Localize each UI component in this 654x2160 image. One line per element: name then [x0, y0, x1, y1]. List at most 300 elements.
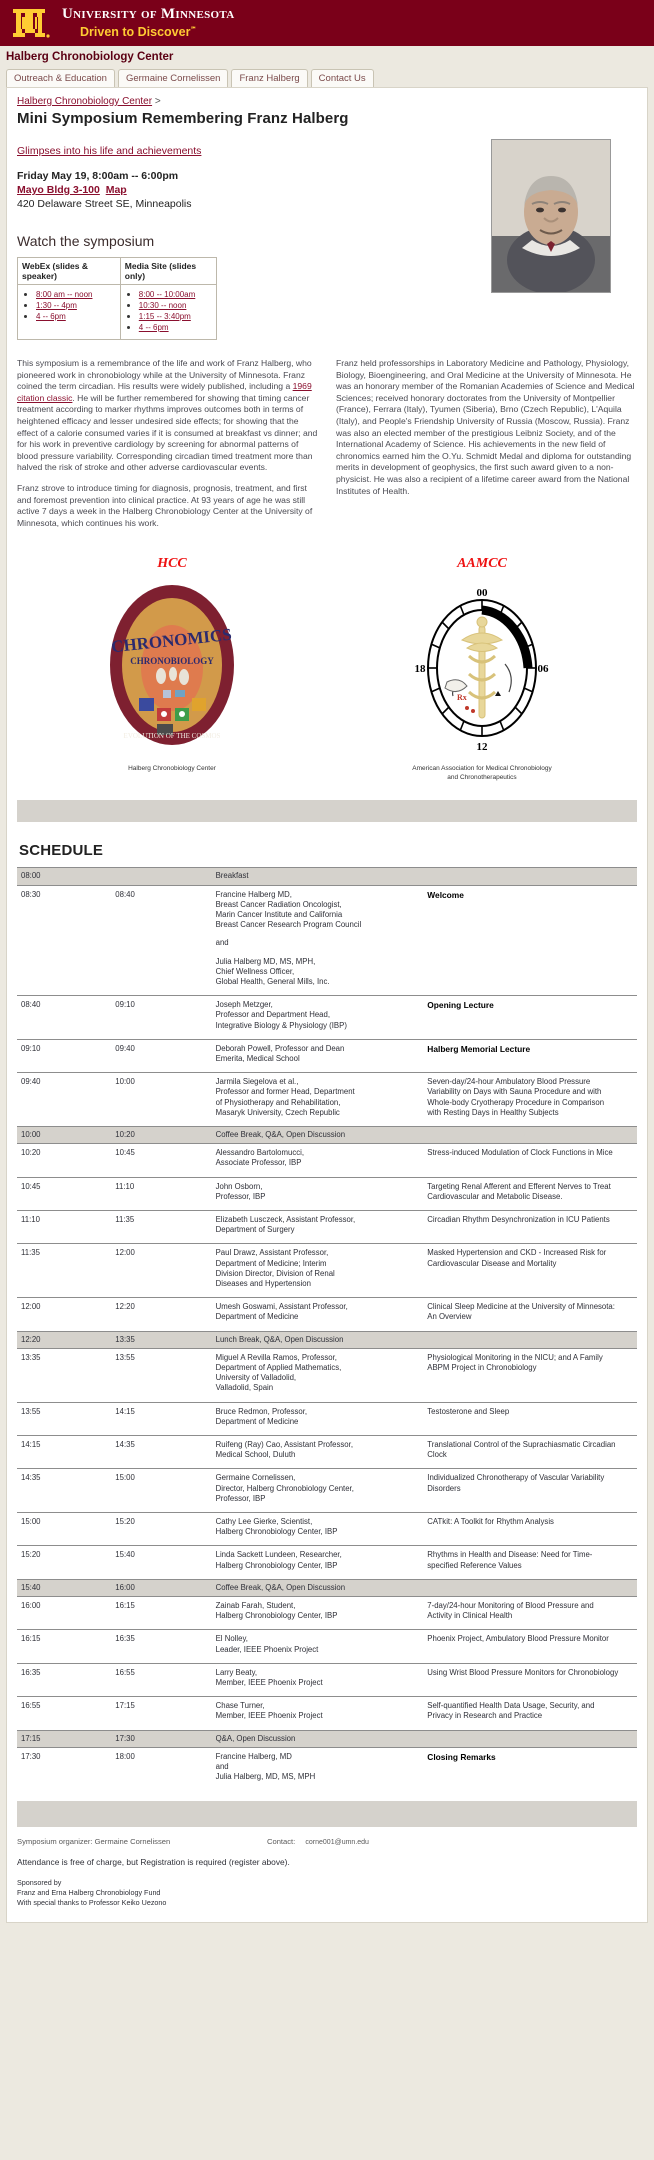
cell-line: An Overview	[427, 1312, 472, 1322]
schedule-heading: SCHEDULE	[19, 842, 104, 860]
cell-line: Associate Professor, IBP	[215, 1158, 302, 1168]
cell-line: Rhythms in Health and Disease: Need for Time-	[427, 1550, 593, 1560]
hcc-caption: Halberg Chronobiology Center	[128, 765, 216, 773]
sponsor-line-1: Franz and Erna Halberg Chronobiology Fund	[17, 1887, 161, 1897]
schedule-speaker	[214, 885, 426, 996]
schedule-topic	[425, 1210, 637, 1243]
schedule-speaker	[214, 1630, 426, 1663]
table-row	[17, 1144, 637, 1177]
cell-line: Ruifeng (Ray) Cao, Assistant Professor,	[215, 1440, 353, 1450]
schedule-end-time: 17:15	[113, 1697, 213, 1730]
event-date-line: Friday May 19, 8:00am -- 6:00pm	[17, 170, 179, 182]
event-when-where	[17, 169, 491, 211]
schedule-speaker	[214, 1663, 426, 1696]
schedule-end-time: 12:00	[113, 1244, 213, 1298]
cell-line: Testosterone and Sleep	[427, 1406, 510, 1416]
cell-line: Whole-body Cryotherapy Procedure in Comparison	[427, 1097, 605, 1107]
cell-line: Member, IEEE Phoenix Project	[215, 1678, 323, 1688]
schedule-topic	[425, 885, 637, 996]
footer-divider-bar	[17, 1801, 637, 1827]
cell-line: Clinical Sleep Medicine at the University of Minnesota:	[427, 1302, 615, 1312]
schedule-start-time: 11:10	[17, 1210, 113, 1243]
cell-line: and	[215, 938, 229, 948]
section-divider-bar	[17, 800, 637, 822]
description-paragraph-2: Franz strove to introduce timing for diagnosis, prognosis, treatment, and first and foremost prevention into clinical practice. At 93 years of age he was still active 7 days a week in the Halberg Chronobiology Center at the University of Minnesota, which continues his work.	[17, 482, 313, 528]
schedule-start-time: 16:35	[17, 1663, 113, 1696]
cell-line: Halberg Chronobiology Center, IBP	[215, 1560, 338, 1570]
watch-table-body-row	[18, 285, 217, 340]
svg-text:CHRONOBIOLOGY: CHRONOBIOLOGY	[130, 656, 214, 667]
cell-line: Francine Halberg, MD	[215, 1751, 292, 1761]
table-row	[17, 1579, 637, 1596]
cell-line: Translational Control of the Suprachiasmatic Circadian	[427, 1440, 616, 1450]
content-card	[6, 87, 648, 1923]
event-address: 420 Delaware Street SE, Minneapolis	[17, 198, 192, 210]
university-name: University of Minnesota	[62, 5, 235, 22]
schedule-end-time: 09:40	[113, 1039, 213, 1072]
cell-line: with Resting Days in Healthy Subjects	[427, 1107, 559, 1117]
schedule-end-time	[113, 868, 213, 885]
list-item	[36, 311, 116, 321]
schedule-start-time: 12:00	[17, 1298, 113, 1331]
cell-line: Director, Halberg Chronobiology Center,	[215, 1483, 354, 1493]
tagline-text: Driven to Discover	[80, 25, 191, 40]
schedule-start-time: 15:40	[17, 1579, 113, 1596]
schedule-start-time: 11:35	[17, 1244, 113, 1298]
table-row	[17, 1402, 637, 1435]
cell-line: Cardiovascular Disease and Mortality	[427, 1258, 557, 1268]
schedule-topic	[425, 1177, 637, 1210]
cell-line: Julia Halberg MD, MS, MPH,	[215, 956, 316, 966]
description-right-column	[336, 358, 637, 538]
table-row	[17, 1126, 637, 1143]
cell-line: Activity in Clinical Health	[427, 1611, 513, 1621]
cell-line: Professor and former Head, Department	[215, 1087, 355, 1097]
schedule-start-time: 13:55	[17, 1402, 113, 1435]
intro-block	[17, 137, 637, 340]
hcc-label: HCC	[157, 556, 187, 572]
watch-heading: Watch the symposium	[17, 233, 155, 249]
cell-line: Marin Cancer Institute and California	[215, 909, 343, 919]
cell-line: Germaine Cornelissen,	[215, 1473, 296, 1483]
schedule-topic	[425, 1039, 637, 1072]
schedule-topic	[425, 1402, 637, 1435]
cell-line: Masaryk University, Czech Republic	[215, 1107, 340, 1117]
schedule-end-time: 13:55	[113, 1348, 213, 1402]
schedule-topic	[425, 1298, 637, 1331]
schedule-topic	[425, 1513, 637, 1546]
schedule-end-time: 16:35	[113, 1630, 213, 1663]
schedule-topic	[425, 1144, 637, 1177]
hcc-seal-icon	[17, 578, 327, 758]
table-row	[17, 1073, 637, 1127]
hcc-logo-block	[17, 556, 327, 782]
cell-line: Privacy in Research and Practice	[427, 1711, 543, 1721]
table-row	[17, 885, 637, 996]
svg-text:EVOLUTION OF THE COSMOS: EVOLUTION OF THE COSMOS	[123, 732, 221, 741]
intro-left	[17, 137, 491, 340]
symposium-organizer: Symposium organizer: Germaine Cornelissen	[17, 1836, 171, 1846]
aamcc-clock-label-06: 06	[537, 663, 549, 676]
aamcc-clock-label-00: 00	[476, 587, 488, 600]
schedule-topic	[425, 1244, 637, 1298]
university-m-logo-icon	[10, 5, 52, 41]
subtitle-link[interactable]: Glimpses into his life and achievements	[17, 145, 202, 157]
list-item	[139, 311, 212, 321]
cell-line: John Osborn,	[215, 1181, 263, 1191]
tab-franz-halberg[interactable]: Franz Halberg	[231, 69, 307, 87]
list-item	[139, 300, 212, 310]
cell-line	[216, 930, 422, 938]
cell-line: Bruce Redmon, Professor,	[215, 1406, 308, 1416]
list-item	[36, 300, 116, 310]
university-tagline	[80, 23, 234, 40]
cell-line: Halberg Chronobiology Center, IBP	[215, 1527, 338, 1537]
table-row	[17, 1436, 637, 1469]
cell-line: Joseph Metzger,	[215, 1000, 273, 1010]
schedule-start-time: 16:15	[17, 1630, 113, 1663]
cell-line: Professor, IBP	[215, 1191, 266, 1201]
schedule-speaker	[214, 1513, 426, 1546]
webex-link-3[interactable]: 4 -- 6pm	[36, 312, 66, 321]
schedule-topic	[425, 1469, 637, 1513]
watch-col1-cell	[18, 285, 121, 340]
schedule-end-time: 15:00	[113, 1469, 213, 1513]
cell-line: El Nolley,	[215, 1634, 248, 1644]
schedule-speaker	[214, 1331, 637, 1348]
cell-line: Department of Applied Mathematics,	[215, 1363, 342, 1373]
cell-line: Professor, IBP	[215, 1493, 266, 1503]
schedule-topic	[425, 1747, 637, 1790]
cell-line: Stress-induced Modulation of Clock Functions in Mice	[427, 1148, 613, 1158]
schedule-speaker	[214, 1402, 426, 1435]
cell-line: 7-day/24-hour Monitoring of Blood Pressure and	[427, 1601, 594, 1611]
cell-line: Cathy Lee Gierke, Scientist,	[215, 1517, 313, 1527]
schedule-speaker	[214, 1597, 426, 1630]
cell-line: University of Valladolid,	[215, 1373, 297, 1383]
description-paragraph-1	[17, 358, 318, 474]
mediasite-link-2[interactable]: 10:30 -- noon	[138, 301, 187, 310]
cell-line: Linda Sackett Lundeen, Researcher,	[215, 1550, 342, 1560]
svg-text:CHRONOMICS: CHRONOMICS	[110, 625, 233, 657]
cell-line: Cardiovascular and Metabolic Disease.	[427, 1191, 563, 1201]
cell-line: Department of Medicine	[215, 1312, 299, 1322]
webex-link-2[interactable]: 1:30 -- 4pm	[36, 301, 77, 310]
schedule-start-time: 10:20	[17, 1144, 113, 1177]
schedule-start-time: 15:00	[17, 1513, 113, 1546]
webex-link-1[interactable]: 8:00 am -- noon	[36, 290, 93, 299]
cell-line: Breast Cancer Research Program Council	[215, 920, 362, 930]
contact-label: Contact:	[267, 1836, 296, 1846]
cell-line: of Physiotherapy and Rehabilitation,	[215, 1097, 341, 1107]
watch-col1-header: WebEx (slides & speaker)	[18, 258, 121, 285]
cell-line: Department of Surgery	[215, 1225, 295, 1235]
aamcc-seal-icon	[327, 578, 637, 758]
aamcc-clock-label-12: 12	[476, 741, 488, 754]
cell-line: Jarmila Siegelova et al.,	[215, 1077, 299, 1087]
table-row	[17, 1546, 637, 1579]
aamcc-caption-line2: and Chronotherapeutics	[447, 774, 517, 782]
cell-line: Circadian Rhythm Desynchronization in ICU Patients	[427, 1214, 610, 1224]
breadcrumb-separator: >	[154, 96, 161, 107]
cell-line: Coffee Break, Q&A, Open Discussion	[215, 1582, 346, 1592]
mediasite-link-list	[125, 289, 212, 332]
svg-text:Rx: Rx	[457, 693, 467, 703]
cell-line: Division Director, Division of Renal	[215, 1268, 335, 1278]
list-item	[36, 289, 116, 299]
schedule-topic	[425, 1663, 637, 1696]
schedule-speaker	[214, 1073, 426, 1127]
cell-line: Alessandro Bartolomucci,	[215, 1148, 305, 1158]
cell-line: Breakfast	[215, 871, 249, 881]
table-row	[17, 1177, 637, 1210]
cell-line: Elizabeth Lusczeck, Assistant Professor,	[215, 1214, 356, 1224]
desc-p1-part-b: . He will be further remembered for showing that timing cancer treatment according to marker rhythms improves outcomes both in terms of heightened efficacy and lesser undesired side effects; for showing that the effect of a calorie consumed varies if it is consumed at breakfast vs dinner; and for his work in preventive cardiology by screening for abnormal patterns of blood pressure variability. Corresponding circadian timed treatment more than halved the risk of stroke and other adverse cardiovascular events.	[17, 392, 318, 473]
footer-meta	[17, 1837, 637, 1846]
breadcrumb-link-hcc[interactable]: Halberg Chronobiology Center	[17, 96, 153, 107]
schedule-end-time: 15:40	[113, 1546, 213, 1579]
schedule-start-time: 16:55	[17, 1697, 113, 1730]
cell-line: Umesh Goswami, Assistant Professor,	[215, 1302, 348, 1312]
cell-line: Chase Turner,	[215, 1701, 265, 1711]
schedule-end-time: 11:35	[113, 1210, 213, 1243]
table-row	[17, 1730, 637, 1747]
schedule-speaker	[214, 1730, 637, 1747]
site-nav-tabs	[0, 67, 654, 87]
table-row	[17, 1513, 637, 1546]
schedule-speaker	[214, 1579, 637, 1596]
site-name: Halberg Chronobiology Center	[0, 46, 654, 67]
organization-logos	[17, 556, 637, 782]
franz-halberg-portrait-photo	[491, 139, 611, 293]
schedule-start-time: 09:40	[17, 1073, 113, 1127]
cell-line: Integrative Biology & Physiology (IBP)	[215, 1020, 347, 1030]
cell-line: Breast Cancer Radiation Oncologist,	[215, 899, 342, 909]
cell-line: CATkit: A Toolkit for Rhythm Analysis	[427, 1517, 554, 1527]
cell-line: Francine Halberg MD,	[215, 889, 292, 899]
event-venue-line	[17, 183, 491, 197]
cell-line: Targeting Renal Afferent and Efferent Nerves to Treat	[427, 1181, 611, 1191]
table-row	[17, 1210, 637, 1243]
cell-line: Using Wrist Blood Pressure Monitors for Chronobiology	[427, 1667, 619, 1677]
cell-line: Lunch Break, Q&A, Open Discussion	[215, 1334, 344, 1344]
cell-line: Department of Medicine	[215, 1416, 299, 1426]
schedule-table-body	[17, 868, 637, 1791]
schedule-topic	[425, 1073, 637, 1127]
schedule-topic	[425, 996, 637, 1040]
cell-line: and	[215, 1762, 229, 1772]
table-row	[17, 996, 637, 1040]
description-columns	[17, 358, 637, 538]
sponsored-label: Sponsored by	[17, 1877, 62, 1887]
table-row	[17, 1469, 637, 1513]
contact-block	[267, 1837, 369, 1846]
list-item	[139, 289, 212, 299]
cell-line: Paul Drawz, Assistant Professor,	[215, 1248, 329, 1258]
cell-line: Masked Hypertension and CKD - Increased Risk for	[427, 1248, 607, 1258]
cell-line: Larry Beaty,	[215, 1667, 258, 1677]
webex-link-list	[22, 289, 116, 321]
cell-line: Medical School, Duluth	[215, 1450, 296, 1460]
description-left-column	[17, 358, 318, 538]
schedule-end-time: 16:15	[113, 1597, 213, 1630]
sponsor-line-2: With special thanks to Professor Keiko Uezono	[17, 1897, 167, 1907]
cell-line: Phoenix Project, Ambulatory Blood Pressure Monitor	[427, 1634, 609, 1644]
schedule-topic	[425, 1630, 637, 1663]
mediasite-link-4[interactable]: 4 -- 6pm	[138, 323, 169, 332]
cell-line: Julia Halberg, MD, MS, MPH	[215, 1772, 316, 1782]
breadcrumb	[17, 96, 637, 107]
table-row	[17, 1747, 637, 1790]
cell-line: Member, IEEE Phoenix Project	[215, 1711, 323, 1721]
cell-line: Leader, IEEE Phoenix Project	[215, 1644, 319, 1654]
table-row	[17, 1348, 637, 1402]
schedule-end-time: 12:20	[113, 1298, 213, 1331]
schedule-speaker	[214, 1348, 426, 1402]
watch-col2-cell	[120, 285, 216, 340]
schedule-end-time: 16:55	[113, 1663, 213, 1696]
citation-classic-link[interactable]: 1969 citation classic	[17, 381, 312, 403]
cell-line: Individualized Chronotherapy of Vascular Variability	[427, 1473, 605, 1483]
cell-line: Department of Medicine; Interim	[215, 1258, 327, 1268]
schedule-start-time: 09:10	[17, 1039, 113, 1072]
watch-links-table	[17, 257, 217, 340]
cell-line: Coffee Break, Q&A, Open Discussion	[215, 1129, 346, 1139]
cell-line: Professor and Department Head,	[215, 1010, 331, 1020]
cell-line: Chief Wellness Officer,	[215, 966, 295, 976]
schedule-start-time: 13:35	[17, 1348, 113, 1402]
schedule-speaker	[214, 1126, 637, 1143]
schedule-speaker	[214, 1747, 426, 1790]
table-row	[17, 1697, 637, 1730]
mediasite-link-3[interactable]: 1:15 -- 3:40pm	[138, 312, 191, 321]
schedule-topic	[425, 1697, 637, 1730]
table-row	[17, 1663, 637, 1696]
cell-line: Emerita, Medical School	[215, 1053, 300, 1063]
schedule-end-time: 13:35	[113, 1331, 213, 1348]
watch-table-header-row	[18, 258, 217, 285]
cell-line: Miguel A Revilla Ramos, Professor,	[215, 1352, 337, 1362]
cell-line: Q&A, Open Discussion	[215, 1733, 296, 1743]
aamcc-clock-label-18: 18	[414, 663, 426, 676]
table-row	[17, 1039, 637, 1072]
schedule-start-time: 16:00	[17, 1597, 113, 1630]
schedule-start-time: 17:15	[17, 1730, 113, 1747]
cell-line: Global Health, General Mills, Inc.	[215, 976, 330, 986]
schedule-speaker	[214, 868, 637, 885]
aamcc-logo-block	[327, 556, 637, 782]
aamcc-caption-line1: American Association for Medical Chronobiology	[412, 765, 552, 773]
cell-line: Disorders	[427, 1483, 461, 1493]
cell-line: Halberg Chronobiology Center, IBP	[215, 1611, 338, 1621]
cell-line	[216, 949, 422, 957]
watch-col2-header: Media Site (slides only)	[120, 258, 216, 285]
cell-line: Opening Lecture	[427, 1000, 494, 1011]
schedule-end-time: 10:20	[113, 1126, 213, 1143]
schedule-speaker	[214, 1244, 426, 1298]
venue-link[interactable]: Mayo Bldg 3-100	[17, 184, 100, 196]
table-row	[17, 1597, 637, 1630]
table-row	[17, 1630, 637, 1663]
schedule-start-time: 10:00	[17, 1126, 113, 1143]
tab-germaine-cornelissen[interactable]: Germaine Cornelissen	[118, 69, 229, 87]
schedule-end-time: 18:00	[113, 1747, 213, 1790]
contact-email[interactable]: corne001@umn.edu	[305, 1838, 369, 1846]
schedule-speaker	[214, 1177, 426, 1210]
schedule-start-time: 15:20	[17, 1546, 113, 1579]
table-row	[17, 1244, 637, 1298]
university-masthead	[0, 0, 654, 46]
mediasite-link-1[interactable]: 8:00 -- 10:00am	[138, 290, 196, 299]
aamcc-caption	[327, 764, 637, 782]
schedule-table	[17, 867, 637, 1790]
schedule-topic	[425, 1436, 637, 1469]
list-item	[139, 322, 212, 332]
cell-line: specified Reference Values	[427, 1560, 522, 1570]
table-row	[17, 868, 637, 885]
table-row	[17, 1331, 637, 1348]
schedule-start-time: 12:20	[17, 1331, 113, 1348]
cell-line: Closing Remarks	[427, 1751, 496, 1762]
schedule-start-time: 08:30	[17, 885, 113, 996]
schedule-topic	[425, 1546, 637, 1579]
schedule-start-time: 08:00	[17, 868, 113, 885]
schedule-speaker	[214, 1697, 426, 1730]
schedule-speaker	[214, 1210, 426, 1243]
cell-line: Valladolid, Spain	[215, 1383, 274, 1393]
tagline-service-mark: ℠	[190, 26, 197, 33]
schedule-end-time: 09:10	[113, 996, 213, 1040]
schedule-end-time: 16:00	[113, 1579, 213, 1596]
schedule-end-time: 14:35	[113, 1436, 213, 1469]
cell-line: Seven-day/24-hour Ambulatory Blood Pressure	[427, 1077, 591, 1087]
cell-line: Halberg Memorial Lecture	[427, 1043, 531, 1054]
attendance-note: Attendance is free of charge, but Registration is required (register above).	[17, 1856, 290, 1867]
schedule-end-time: 14:15	[113, 1402, 213, 1435]
aamcc-label: AAMCC	[457, 556, 507, 572]
cell-line: Variability on Days with Sauna Procedure and with	[427, 1087, 602, 1097]
tab-contact-us[interactable]: Contact Us	[311, 69, 374, 87]
schedule-speaker	[214, 1144, 426, 1177]
description-paragraph-3: Franz held professorships in Laboratory Medicine and Pathology, Physiology, Biology, Bioengineering, and Oral Medicine at the University of Minnesota. He was an honorary member of the Romanian Academies of Science and Medical Sciences; received honorary doctorates from the University of Montpellier (France), Ferrara (Italy), Tyumen (Siberia), Brno (Czech Republic), L'Aquila (Italy), and People's Friendship University of Russia (Moscow, Russia). Franz was also an elected member of the prestigious Leibniz Society, and of the International Academy of Science. His achievements in the new field of chronomics earned him the O.Yu. Schmidt Medal and diploma for outstanding merits in development of geophysics, the first such award given to a non-physicist. He was also a recipient of a lifetime career award from the National Institutes of Health.	[336, 358, 635, 496]
table-row	[17, 1298, 637, 1331]
cell-line: Clock	[427, 1450, 447, 1460]
cell-line: Self-quantified Health Data Usage, Security, and	[427, 1701, 595, 1711]
schedule-speaker	[214, 1039, 426, 1072]
schedule-start-time: 14:35	[17, 1469, 113, 1513]
sponsor-block	[17, 1878, 637, 1908]
schedule-speaker	[214, 1546, 426, 1579]
schedule-speaker	[214, 1436, 426, 1469]
cell-line: Physiological Monitoring in the NICU; and A Family	[427, 1352, 603, 1362]
cell-line: Welcome	[427, 889, 464, 900]
schedule-end-time: 15:20	[113, 1513, 213, 1546]
schedule-start-time: 10:45	[17, 1177, 113, 1210]
cell-line: Diseases and Hypertension	[215, 1279, 311, 1288]
masthead-text	[62, 6, 234, 40]
schedule-speaker	[214, 1469, 426, 1513]
schedule-start-time: 14:15	[17, 1436, 113, 1469]
cell-line: ABPM Project in Chronobiology	[427, 1363, 537, 1373]
schedule-topic	[425, 1597, 637, 1630]
schedule-end-time: 10:45	[113, 1144, 213, 1177]
schedule-end-time: 08:40	[113, 885, 213, 996]
schedule-start-time: 08:40	[17, 996, 113, 1040]
tab-outreach-education[interactable]: Outreach & Education	[6, 69, 115, 87]
cell-line: Deborah Powell, Professor and Dean	[215, 1043, 345, 1053]
map-link[interactable]: Map	[105, 184, 127, 196]
schedule-end-time: 17:30	[113, 1730, 213, 1747]
